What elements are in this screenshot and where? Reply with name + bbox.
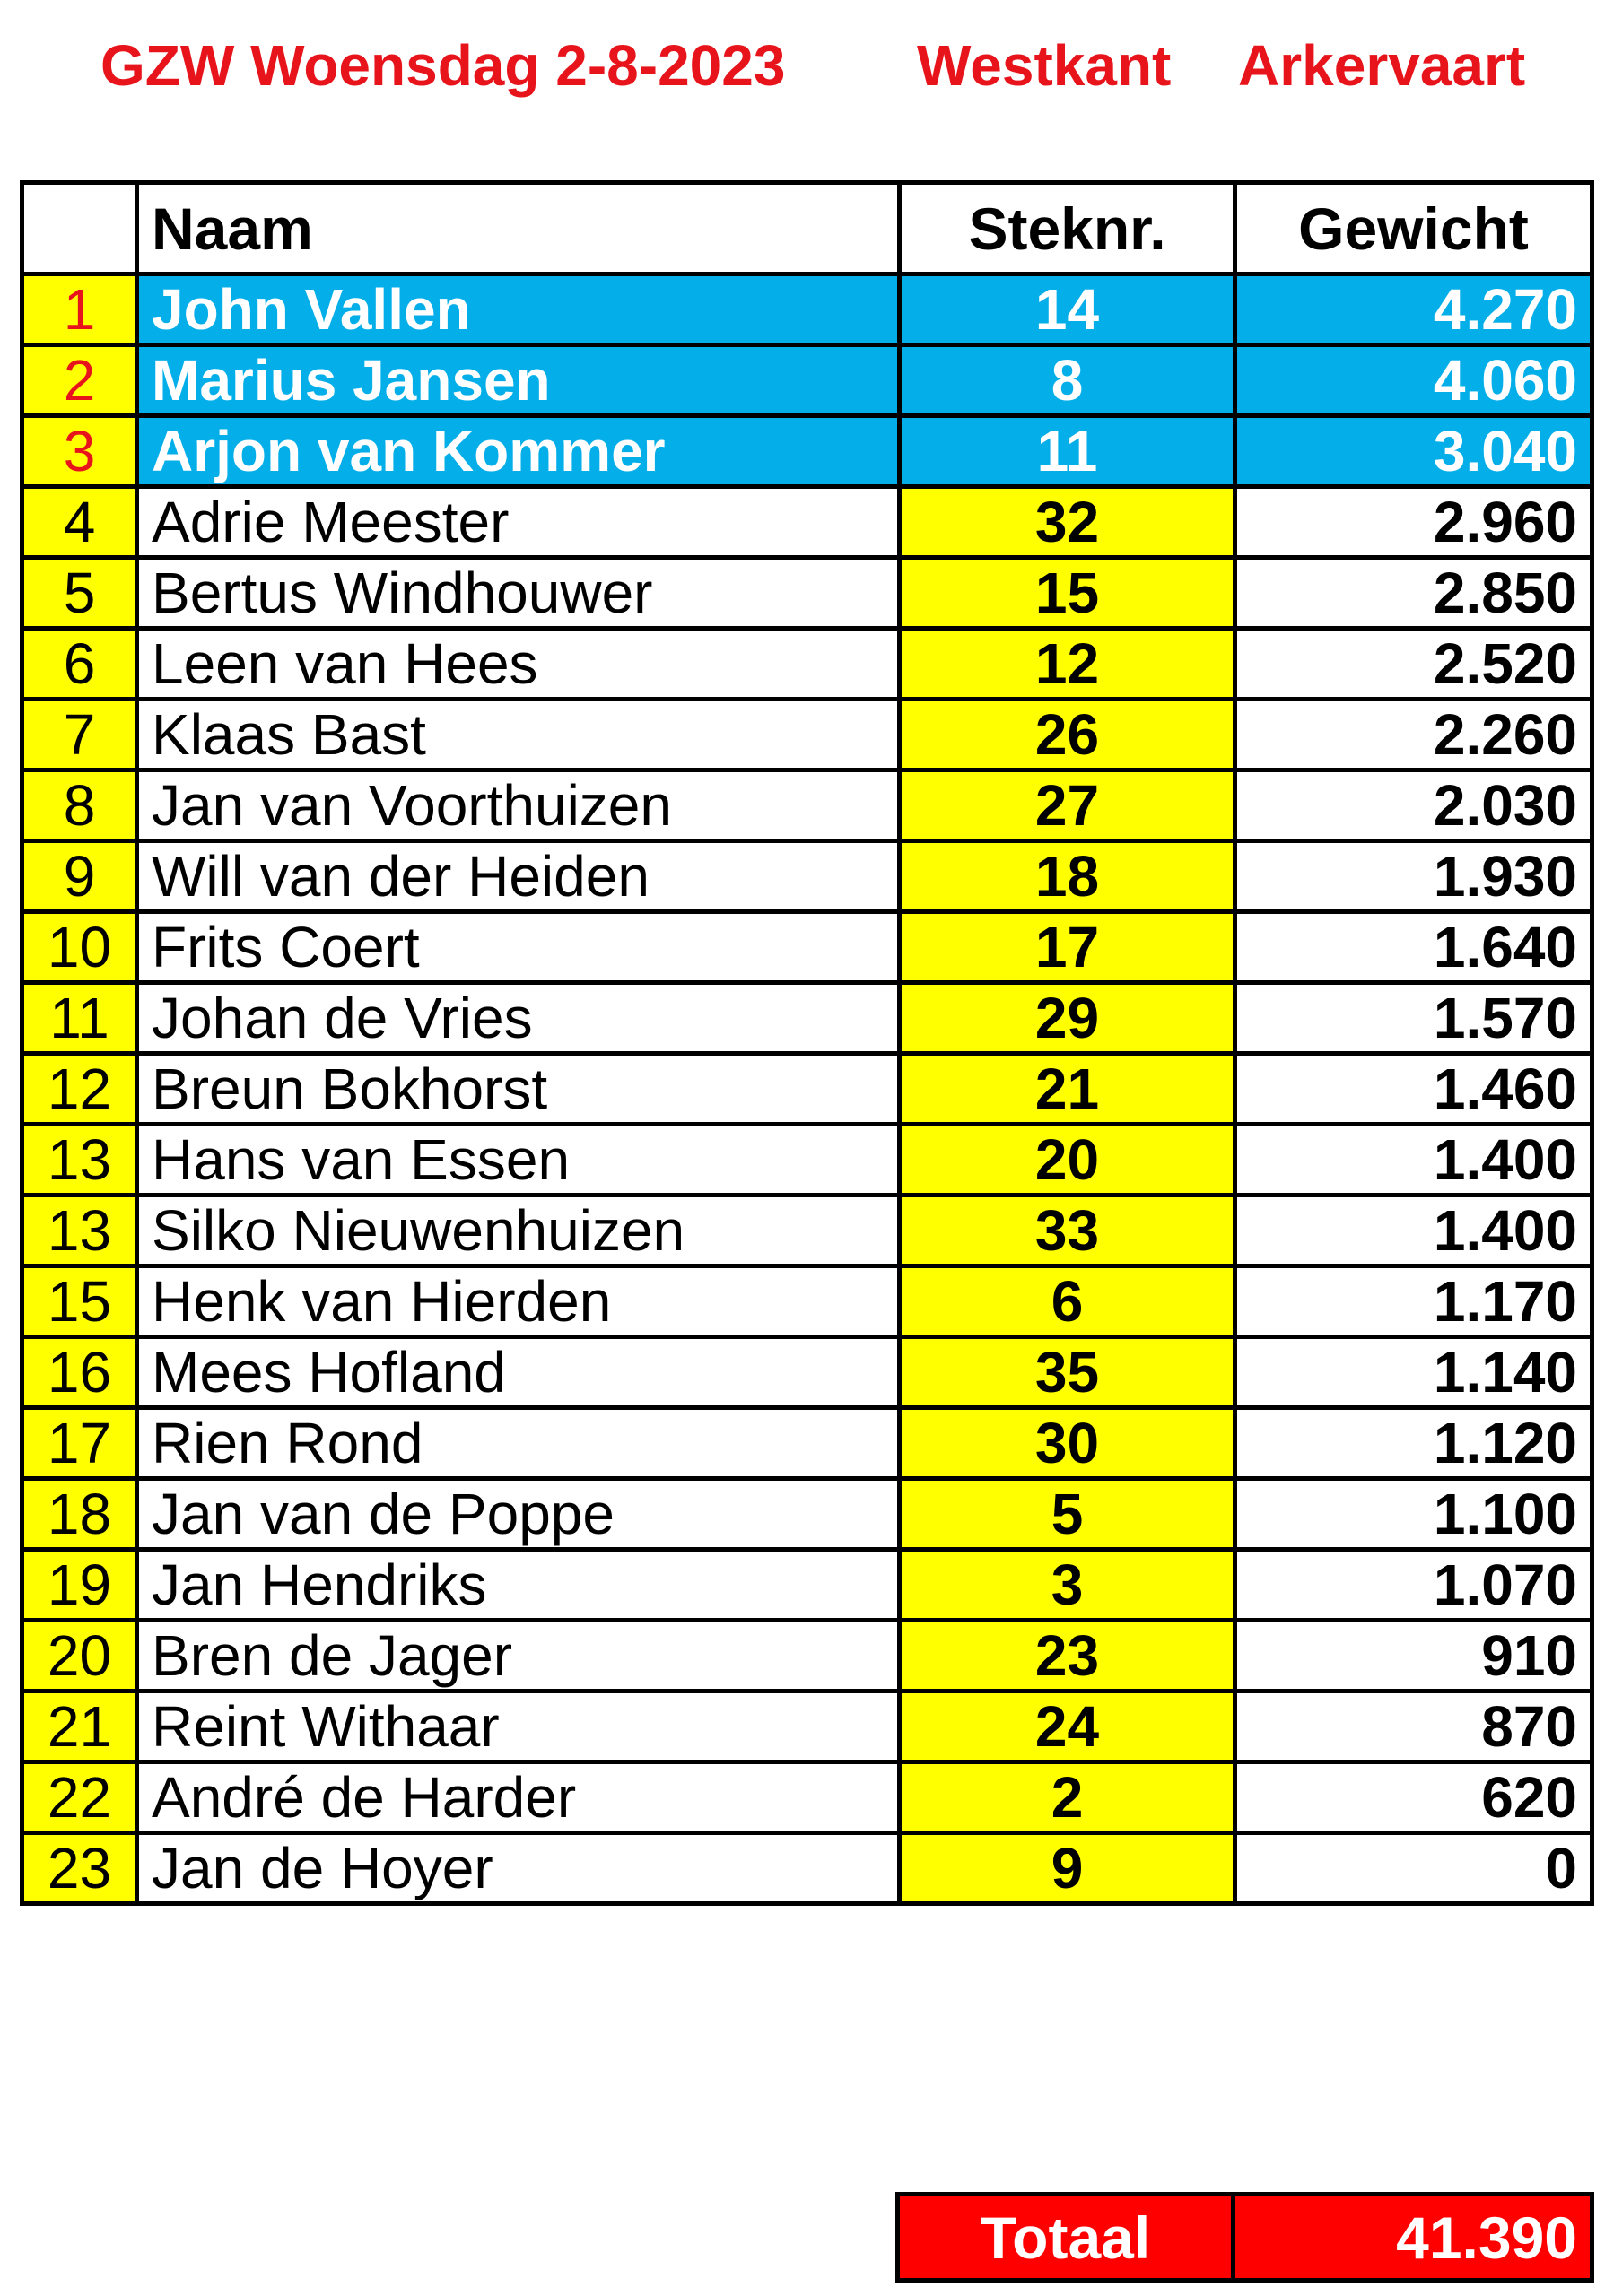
- name-cell: Bertus Windhouwer: [137, 558, 900, 629]
- gewicht-cell: 1.120: [1235, 1408, 1592, 1479]
- name-cell: Marius Jansen: [137, 345, 900, 416]
- table-row: [22, 770, 1592, 841]
- rank-cell: 13: [22, 1125, 137, 1196]
- rank-cell: 6: [22, 629, 137, 700]
- name-cell: John Vallen: [137, 274, 900, 345]
- table-row: [22, 1762, 1592, 1833]
- stek-cell: 24: [900, 1692, 1235, 1762]
- table-row: [22, 416, 1592, 487]
- gewicht-cell: 2.850: [1235, 558, 1592, 629]
- page-title: [100, 25, 1569, 106]
- name-cell: Henk van Hierden: [137, 1266, 900, 1337]
- stek-cell: 2: [900, 1762, 1235, 1833]
- rank-cell: 22: [22, 1762, 137, 1833]
- rank-cell: 17: [22, 1408, 137, 1479]
- gewicht-cell: 2.960: [1235, 487, 1592, 558]
- stek-cell: 3: [900, 1550, 1235, 1621]
- title-date: GZW Woensdag 2-8-2023: [100, 33, 786, 98]
- rank-cell: 19: [22, 1550, 137, 1621]
- gewicht-cell: 2.520: [1235, 629, 1592, 700]
- rank-cell: 2: [22, 345, 137, 416]
- name-cell: Bren de Jager: [137, 1621, 900, 1692]
- table-row: [22, 1408, 1592, 1479]
- table-row: [22, 912, 1592, 983]
- table-row: [22, 1692, 1592, 1762]
- gewicht-cell: 2.260: [1235, 700, 1592, 770]
- gewicht-cell: 870: [1235, 1692, 1592, 1762]
- name-cell: Hans van Essen: [137, 1125, 900, 1196]
- name-cell: Adrie Meester: [137, 487, 900, 558]
- total-box: [895, 2192, 1594, 2283]
- gewicht-cell: 1.400: [1235, 1196, 1592, 1266]
- header-stek: Steknr.: [900, 183, 1235, 274]
- stek-cell: 30: [900, 1408, 1235, 1479]
- stek-cell: 27: [900, 770, 1235, 841]
- rank-cell: 5: [22, 558, 137, 629]
- table-row: [22, 1337, 1592, 1408]
- rank-cell: 3: [22, 416, 137, 487]
- stek-cell: 20: [900, 1125, 1235, 1196]
- rank-cell: 15: [22, 1266, 137, 1337]
- stek-cell: 21: [900, 1054, 1235, 1125]
- rank-cell: 23: [22, 1833, 137, 1904]
- table-row: [22, 1550, 1592, 1621]
- name-cell: Silko Nieuwenhuizen: [137, 1196, 900, 1266]
- name-cell: Jan van Voorthuizen: [137, 770, 900, 841]
- stek-cell: 29: [900, 983, 1235, 1054]
- gewicht-cell: 4.270: [1235, 274, 1592, 345]
- rank-cell: 11: [22, 983, 137, 1054]
- stek-cell: 6: [900, 1266, 1235, 1337]
- total-label: Totaal: [898, 2195, 1234, 2281]
- table-row: [22, 558, 1592, 629]
- stek-cell: 12: [900, 629, 1235, 700]
- header-gewicht: Gewicht: [1235, 183, 1592, 274]
- table-row: [22, 274, 1592, 345]
- name-cell: Mees Hofland: [137, 1337, 900, 1408]
- gewicht-cell: 4.060: [1235, 345, 1592, 416]
- name-cell: André de Harder: [137, 1762, 900, 1833]
- gewicht-cell: 1.460: [1235, 1054, 1592, 1125]
- stek-cell: 17: [900, 912, 1235, 983]
- rank-cell: 13: [22, 1196, 137, 1266]
- rank-cell: 1: [22, 274, 137, 345]
- name-cell: Rien Rond: [137, 1408, 900, 1479]
- stek-cell: 32: [900, 487, 1235, 558]
- rank-cell: 4: [22, 487, 137, 558]
- gewicht-cell: 2.030: [1235, 770, 1592, 841]
- table-row: [22, 1621, 1592, 1692]
- name-cell: Reint Withaar: [137, 1692, 900, 1762]
- table-row: [22, 841, 1592, 912]
- rank-cell: 12: [22, 1054, 137, 1125]
- gewicht-cell: 0: [1235, 1833, 1592, 1904]
- name-cell: Will van der Heiden: [137, 841, 900, 912]
- stek-cell: 18: [900, 841, 1235, 912]
- gewicht-cell: 1.140: [1235, 1337, 1592, 1408]
- rank-cell: 7: [22, 700, 137, 770]
- total-value: 41.390: [1234, 2195, 1592, 2281]
- name-cell: Jan van de Poppe: [137, 1479, 900, 1550]
- rank-cell: 10: [22, 912, 137, 983]
- gewicht-cell: 1.170: [1235, 1266, 1592, 1337]
- gewicht-cell: 1.570: [1235, 983, 1592, 1054]
- gewicht-cell: 1.930: [1235, 841, 1592, 912]
- table-row: [22, 700, 1592, 770]
- title-location: Westkant: [917, 33, 1172, 98]
- stek-cell: 33: [900, 1196, 1235, 1266]
- stek-cell: 11: [900, 416, 1235, 487]
- stek-cell: 14: [900, 274, 1235, 345]
- name-cell: Frits Coert: [137, 912, 900, 983]
- rank-cell: 21: [22, 1692, 137, 1762]
- gewicht-cell: 3.040: [1235, 416, 1592, 487]
- table-row: [22, 345, 1592, 416]
- header-row: [22, 183, 1592, 274]
- gewicht-cell: 1.400: [1235, 1125, 1592, 1196]
- results-table: [20, 180, 1594, 1906]
- name-cell: Leen van Hees: [137, 629, 900, 700]
- table-row: [22, 1054, 1592, 1125]
- table-row: [22, 983, 1592, 1054]
- name-cell: Johan de Vries: [137, 983, 900, 1054]
- stek-cell: 8: [900, 345, 1235, 416]
- gewicht-cell: 1.100: [1235, 1479, 1592, 1550]
- table-row: [22, 1266, 1592, 1337]
- header-name: Naam: [137, 183, 900, 274]
- gewicht-cell: 1.640: [1235, 912, 1592, 983]
- rank-cell: 18: [22, 1479, 137, 1550]
- name-cell: Breun Bokhorst: [137, 1054, 900, 1125]
- rank-cell: 20: [22, 1621, 137, 1692]
- name-cell: Klaas Bast: [137, 700, 900, 770]
- gewicht-cell: 620: [1235, 1762, 1592, 1833]
- name-cell: Arjon van Kommer: [137, 416, 900, 487]
- rank-cell: 8: [22, 770, 137, 841]
- stek-cell: 5: [900, 1479, 1235, 1550]
- table-row: [22, 1125, 1592, 1196]
- stek-cell: 26: [900, 700, 1235, 770]
- stek-cell: 15: [900, 558, 1235, 629]
- gewicht-cell: 910: [1235, 1621, 1592, 1692]
- rank-cell: 9: [22, 841, 137, 912]
- header-rank: [22, 183, 137, 274]
- title-water: Arkervaart: [1238, 33, 1526, 98]
- stek-cell: 23: [900, 1621, 1235, 1692]
- table-row: [22, 487, 1592, 558]
- rank-cell: 16: [22, 1337, 137, 1408]
- name-cell: Jan de Hoyer: [137, 1833, 900, 1904]
- gewicht-cell: 1.070: [1235, 1550, 1592, 1621]
- table-row: [22, 1479, 1592, 1550]
- stek-cell: 9: [900, 1833, 1235, 1904]
- table-row: [22, 629, 1592, 700]
- stek-cell: 35: [900, 1337, 1235, 1408]
- table-row: [22, 1196, 1592, 1266]
- table-row: [22, 1833, 1592, 1904]
- name-cell: Jan Hendriks: [137, 1550, 900, 1621]
